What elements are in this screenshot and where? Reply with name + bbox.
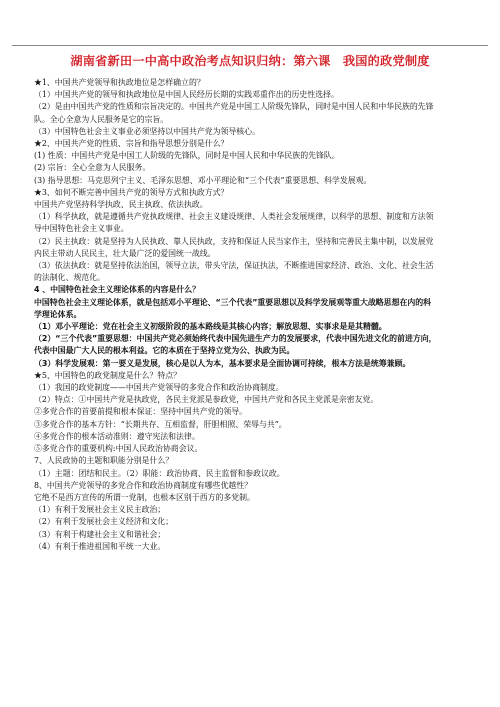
text-line: （2）特点：①中国共产党是执政党，各民主党派是参政党，中国共产党和各民主党派是亲密友党。 (34, 395, 379, 405)
text-line: 的法制化、规范化。 (34, 273, 106, 283)
text-line: 7、人民政协的主题和职能分别是什么？ (34, 456, 174, 466)
text-line: (2) 宗旨：全心全意为人民服务。 (34, 163, 151, 173)
text-line: （1）中国共产党的领导和执政地位是中国人民经历长期的实践邓重作出的历史性选择。 (34, 90, 339, 100)
text-line: (3) 指导思想：马克思列宁主义、毛泽东思想、邓小平理论和“三个代表”重要思想、科学发展观。 (34, 175, 372, 185)
text-line: 8、中国共产党领导的多党合作和政治协商制度有哪些优越性？ (34, 480, 253, 490)
text-line: （2）是由中国共产党的性质和宗旨决定的。中国共产党是中国工人阶级先锋队，同时是中国人民和中华民族的先锋 (34, 102, 434, 112)
text-line: 代表中国最广大人民的根本利益。它的本质在于坚持立党为公、执政为民。 (34, 346, 295, 356)
text-line: 学理论体系。 (34, 309, 82, 319)
header-rule (12, 45, 488, 46)
text-line: 队。全心全意为人民服务是它的宗旨。 (34, 114, 169, 124)
text-line: （3）中国特色社会主义事业必须坚持以中国共产党为领导核心。 (34, 126, 260, 136)
text-line: 4 、中国特色社会主义理论体系的内容是什么？ (34, 285, 201, 295)
text-line: （1）邓小平理论：党在社会主义初级阶段的基本路线是其核心内容；解放思想、实事求是是其精髓。 (34, 322, 387, 332)
text-line: 内民主带动人民民主，壮大最广泛的爱国统一战线。 (34, 248, 216, 258)
text-line: （4）有利于推进祖国和平统一大业。 (34, 541, 166, 551)
text-line: 它绝不是西方宣传的所谓一党制，也根本区别于西方的多党制。 (34, 492, 255, 502)
text-line: （1）有利于发展社会主义民主政治； (34, 505, 166, 515)
text-line: ★5、中国特色的政党制度是什么？特点？ (34, 370, 182, 380)
text-line: (1) 性质：中国共产党是中国工人阶级的先锋队，同时是中国人民和中华民族的先锋队。 (34, 151, 340, 161)
text-line: （1）主题：团结和民主。（2）职能：政治协商、民主监督和参政议政。 (34, 468, 285, 478)
text-line: ③多党合作的基本方针：“长期共存、互相监督，肝胆相照、荣辱与共”。 (34, 419, 287, 429)
text-line: （3）依法执政：就是坚持依法治国，领导立法，带头守法，保证执法，不断推进国家经济、政治、文化、社会生活 (34, 261, 434, 271)
text-line: ★3、如何不断完善中国共产党的领导方式和执政方式？ (34, 187, 229, 197)
text-line: ★2、中国共产党的性质、宗旨和指导思想分别是什么？ (34, 139, 229, 149)
text-line: （1）我国的政党制度——中国共产党领导的多党合作和政治协商制度。 (34, 383, 284, 393)
text-line: 中国特色社会主义理论体系，就是包括邓小平理论、“三个代表”重要思想以及科学发展观等重大战略思想在内的科 (34, 297, 432, 307)
document-body (34, 77, 478, 553)
text-line: ④多党合作的根本活动准则：遵守宪法和法律。 (34, 431, 200, 441)
document-title: 湖南省新田一中高中政治考点知识归纳：第六课 我国的政党制度 (70, 54, 430, 68)
text-line: （2）民主执政：就是坚持为人民执政、靠人民执政，支持和保证人民当家作主，坚持和完善民主集中制，以发展党 (34, 236, 434, 246)
text-line: （2）有利于发展社会主义经济和文化； (34, 517, 174, 527)
text-line: 导中国特色社会主义事业。 (34, 224, 129, 234)
text-line: ②多党合作的首要前提和根本保证：坚持中国共产党的领导。 (34, 407, 248, 417)
text-line: ⑤多党合作的重要机构:中国人民政治协商会议。 (34, 444, 203, 454)
text-line: （1）科学执政，就是遵循共产党执政规律、社会主义建设规律、人类社会发展规律，以科学的思想、制度和方法领 (34, 212, 434, 222)
text-line: ★1、中国共产党领导和执政地位是怎样确立的？ (34, 78, 205, 87)
text-line: （3）科学发展观：第一要义是发展，核心是以人为本，基本要求是全面协调可持续，根本方法是统筹兼顾。 (34, 358, 411, 368)
text-line: （2）“三个代表”重要思想：中国共产党必须始终代表中国先进生产力的发展要求，代表中国先进文化的前进方向， (34, 334, 437, 344)
text-line: 中国共产党坚持科学执政、民主执政、依法执政。 (34, 200, 208, 210)
text-line: （3）有利于构建社会主义和谐社会； (34, 529, 166, 539)
